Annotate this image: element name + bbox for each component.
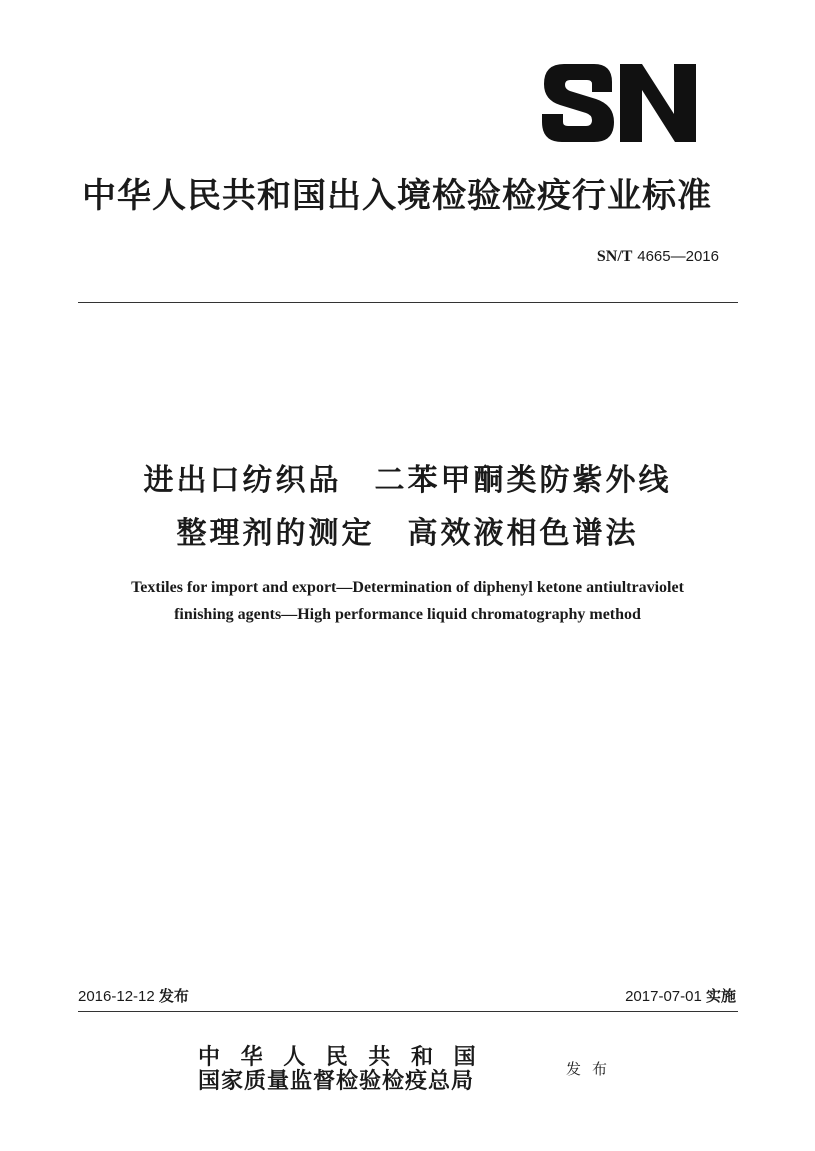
title-zh-line1: 进出口纺织品 二苯甲酮类防紫外线 (143, 463, 672, 498)
publish-label: 发布 (566, 1060, 619, 1078)
implement-date-suffix: 实施 (705, 987, 736, 1005)
issuing-authority (198, 1046, 496, 1092)
implement-date (625, 985, 736, 1006)
issue-date-value: 2016-12-12 (78, 988, 155, 1005)
standard-number (597, 247, 719, 266)
title-zh-line2: 整理剂的测定 高效液相色谱法 (176, 516, 639, 551)
issue-date (78, 985, 189, 1006)
sn-logo-icon (536, 58, 700, 148)
footer-divider (78, 1011, 738, 1012)
issuer-line2: 国家质量监督检验检疫总局 (198, 1068, 475, 1094)
issue-date-suffix: 发布 (158, 987, 189, 1005)
implement-date-value: 2017-07-01 (625, 988, 702, 1005)
header-divider (78, 302, 738, 303)
standard-type-heading: 中华人民共和国出入境检验检疫行业标准 (82, 176, 712, 216)
standard-number-prefix: SN/T (596, 248, 633, 265)
standard-number-value: 4665—2016 (637, 248, 719, 265)
title-en-line2: finishing agents—High performance liquid chromatography method (174, 606, 641, 623)
issuer-line1: 中华人民共和国 (198, 1044, 497, 1070)
title-en-line1: Textiles for import and export—Determination of diphenyl ketone antiultraviolet (131, 579, 684, 596)
